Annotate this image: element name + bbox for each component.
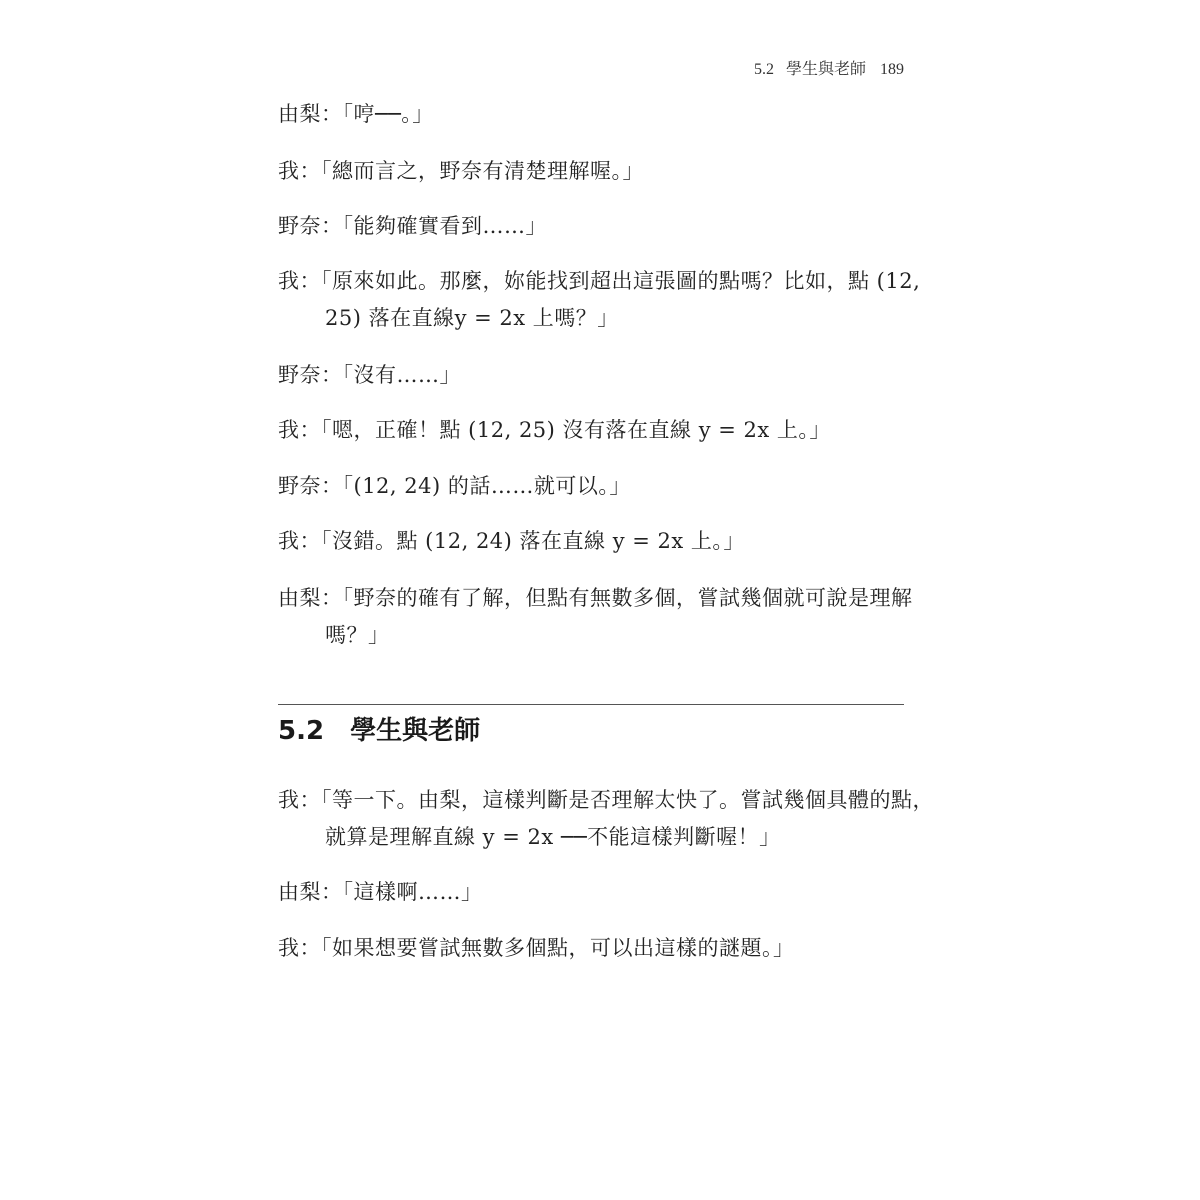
- dialogue-line: 野奈：「(12, 24) 的話……就可以。」: [278, 474, 631, 498]
- section-divider: [278, 704, 904, 705]
- dialogue-line: 我：「嗯，正確！點 (12, 25) 沒有落在直線 y = 2x 上。」: [278, 418, 831, 442]
- dialogue-line: 野奈：「沒有……」: [278, 363, 461, 387]
- dialogue-line: 由梨：「哼──。」: [278, 102, 434, 126]
- dialogue-line: 野奈：「能夠確實看到……」: [278, 214, 547, 238]
- page-number: 189: [880, 61, 904, 78]
- running-header: [754, 56, 904, 79]
- dialogue-line: 由梨：「野奈的確有了解，但點有無數多個，嘗試幾個就可說是理解嗎？」: [278, 586, 913, 647]
- section-title: 學生與老師: [350, 716, 481, 746]
- header-section-number: 5.2: [753, 61, 774, 78]
- dialogue-line: 我：「如果想要嘗試無數多個點，可以出這樣的謎題。」: [278, 936, 795, 960]
- header-section-title: 學生與老師: [785, 61, 866, 78]
- dialogue-line: 由梨：「這樣啊……」: [278, 880, 483, 904]
- section-number: 5.2: [278, 716, 325, 746]
- dialogue-line: 我：「總而言之，野奈有清楚理解喔。」: [278, 159, 644, 183]
- dialogue-line: 我：「原來如此。那麼，妳能找到超出這張圖的點嗎？比如，點 (12, 25) 落在直線y = 2x 上嗎？」: [278, 269, 921, 330]
- section-heading: [278, 711, 480, 751]
- dialogue-line: 我：「等一下。由梨，這樣判斷是否理解太快了。嘗試幾個具體的點，就算是理解直線 y = 2x ──不能這樣判斷喔！」: [278, 788, 934, 849]
- dialogue-line: 我：「沒錯。點 (12, 24) 落在直線 y = 2x 上。」: [278, 529, 745, 553]
